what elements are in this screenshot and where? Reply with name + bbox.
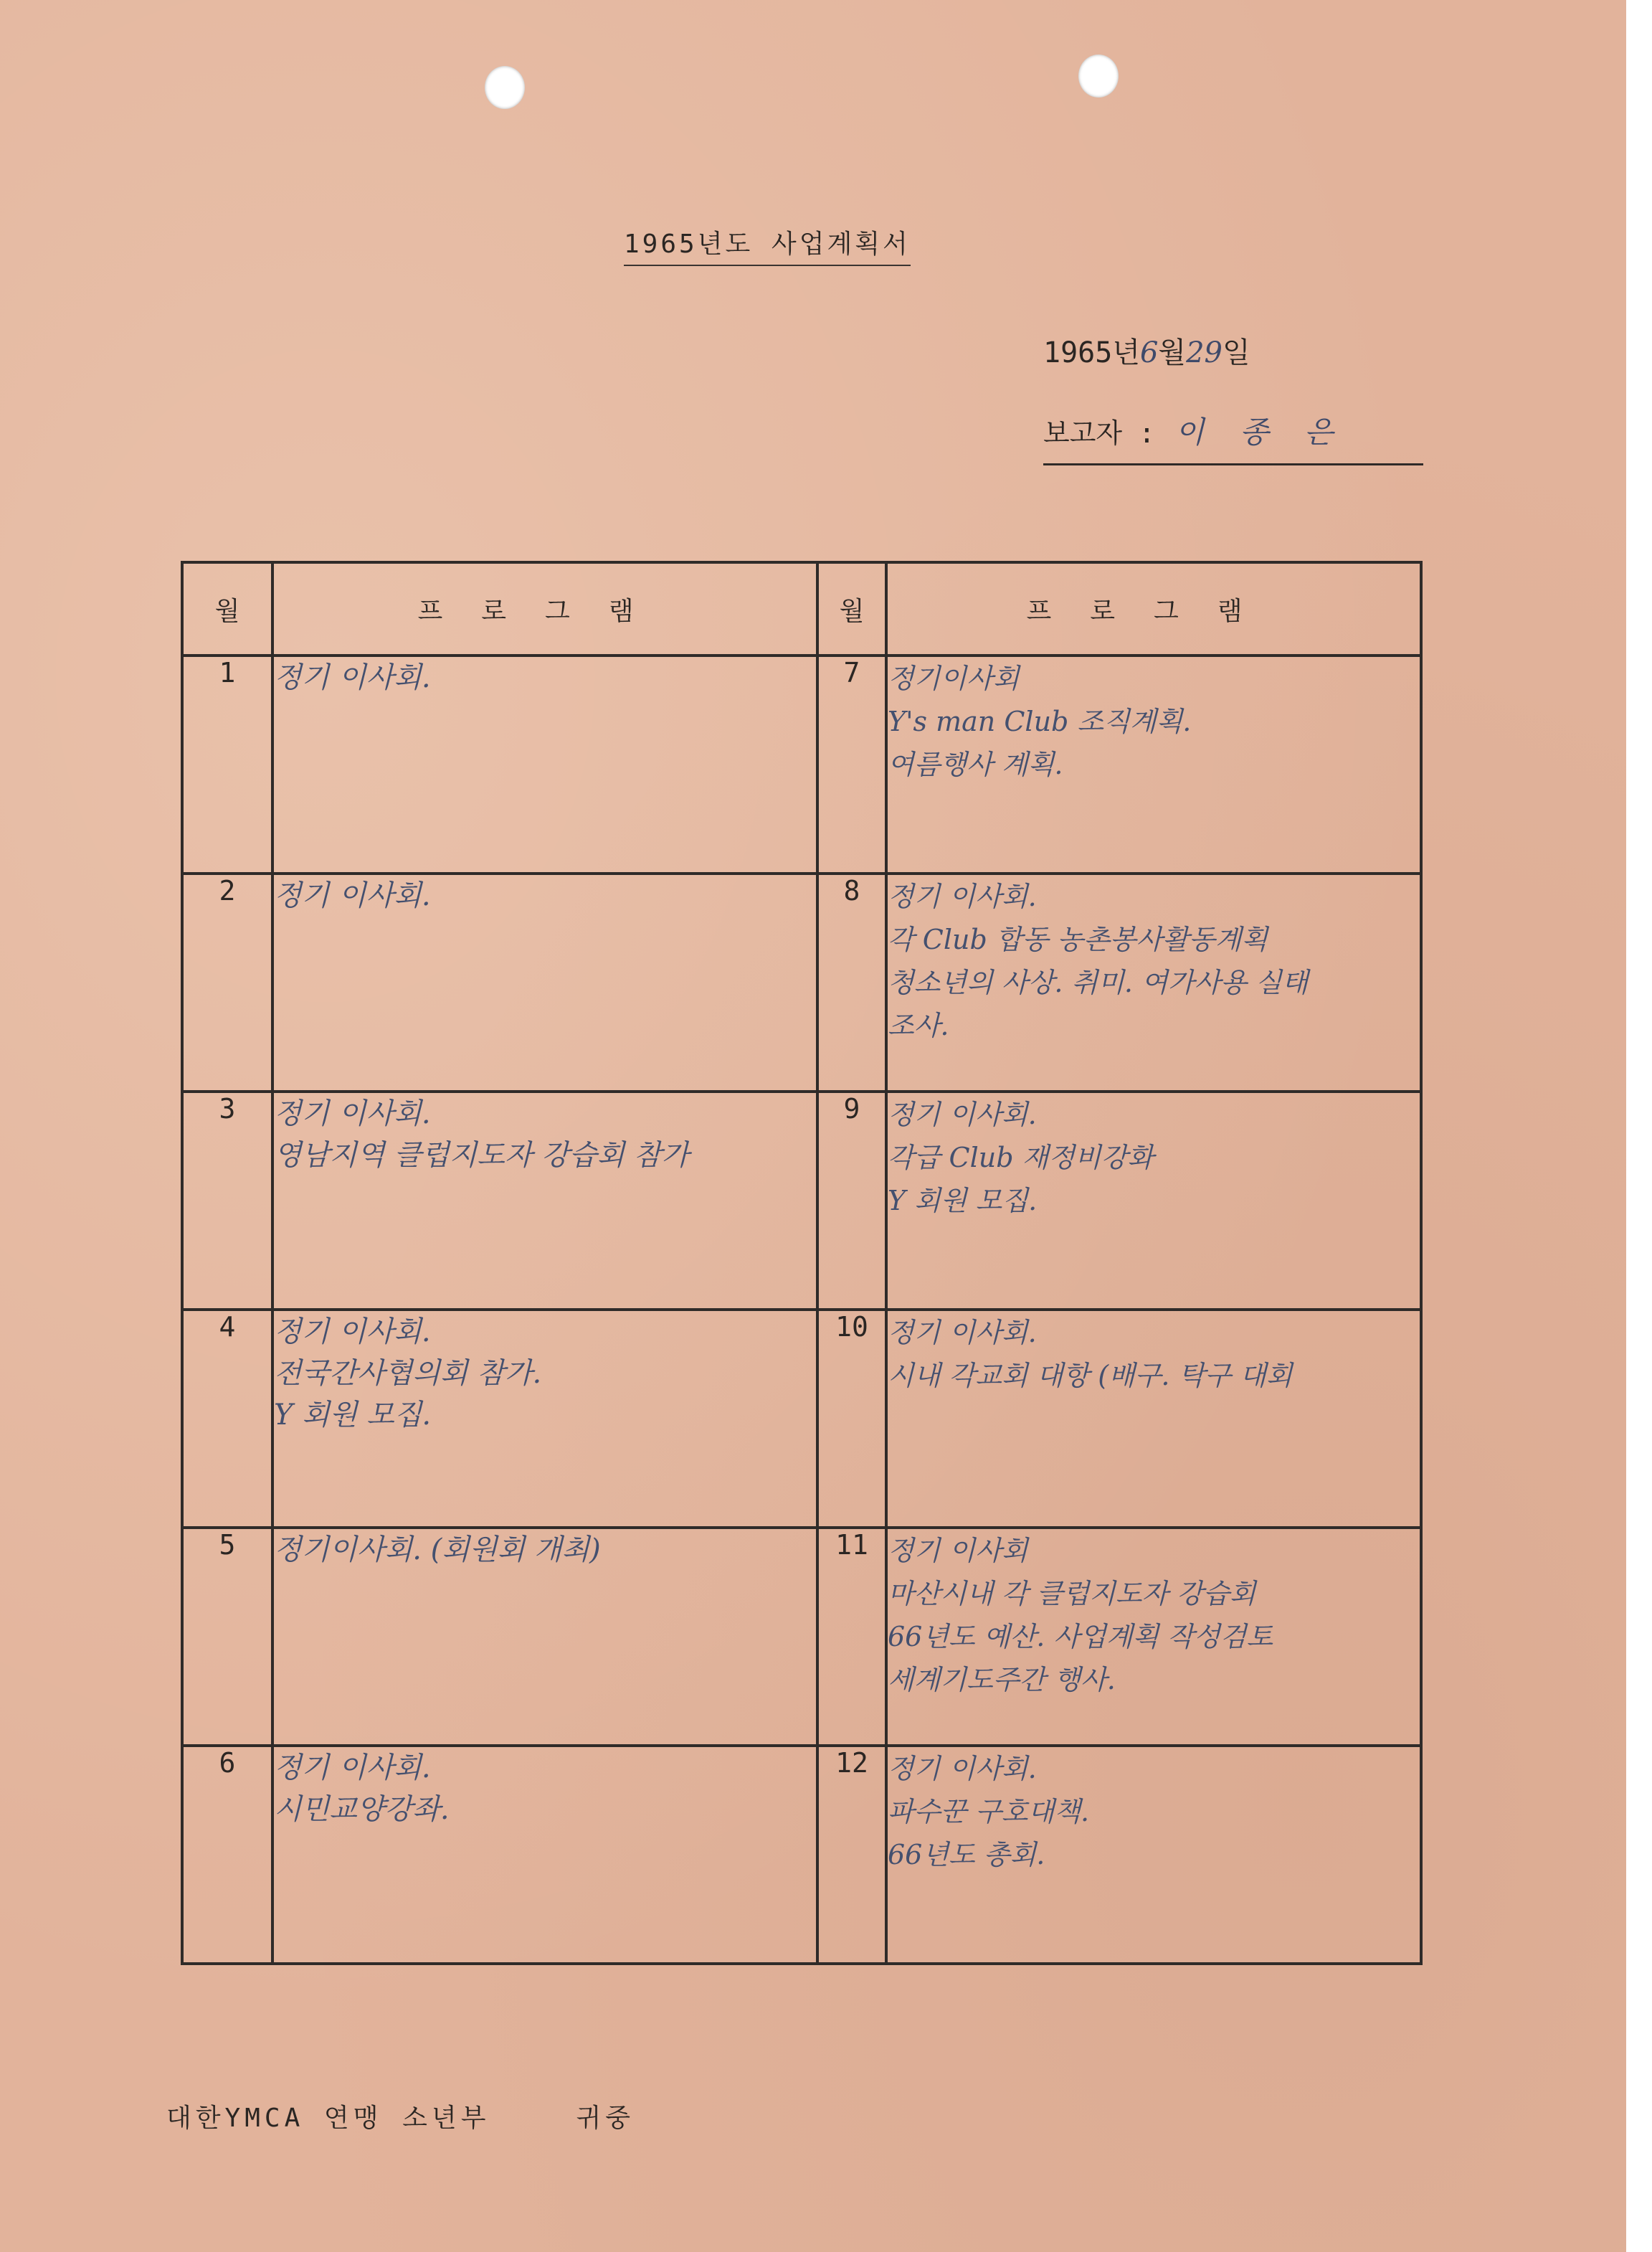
report-date <box>1043 330 1250 371</box>
punch-hole-right <box>1078 55 1119 98</box>
program-cell-right <box>886 1746 1421 1964</box>
month-cell-left: 5 <box>182 1528 272 1746</box>
program-cell-right <box>886 656 1421 874</box>
header-month-left: 월 <box>182 562 272 656</box>
program-plan-table <box>181 561 1423 1965</box>
table-row <box>182 656 1421 874</box>
program-line: 66년도 예산. 사업계획 작성검토 <box>888 1621 1273 1652</box>
program-line: Y 회원 모집. <box>888 1185 1038 1216</box>
table-row <box>182 1092 1421 1310</box>
month-cell-left: 2 <box>182 874 272 1092</box>
program-line: 파수꾼 구호대책. <box>888 1796 1090 1827</box>
program-cell-left <box>272 1746 817 1964</box>
program-line: Y's man Club 조직계획. <box>888 706 1192 737</box>
program-line: 정기 이사회. <box>888 1753 1037 1784</box>
punch-hole-left <box>485 66 525 109</box>
table-row <box>182 1746 1421 1964</box>
document-title: 1965년도 사업계획서 <box>624 224 911 266</box>
program-line: 여름행사 계획. <box>888 749 1063 780</box>
program-cell-right <box>886 874 1421 1092</box>
program-cell-left <box>272 1310 817 1528</box>
program-line: 정기이사회 <box>888 663 1020 694</box>
program-line: 정기 이사회. <box>888 1099 1037 1130</box>
month-cell-left: 4 <box>182 1310 272 1528</box>
table-row <box>182 874 1421 1092</box>
program-cell-left <box>272 1092 817 1310</box>
program-cell-right <box>886 1092 1421 1310</box>
table-header-row <box>182 562 1421 656</box>
recipient: 대한YMCA 연맹 소년부 <box>166 2104 490 2133</box>
table-row <box>182 1528 1421 1746</box>
program-line: 정기 이사회. <box>274 1097 431 1130</box>
month-cell-right: 9 <box>817 1092 886 1310</box>
reporter-line <box>1043 409 1423 465</box>
date-day-suffix: 일 <box>1222 336 1250 369</box>
date-month-suffix: 월 <box>1158 336 1187 369</box>
program-line: 각급 Club 재정비강화 <box>888 1142 1154 1173</box>
regards: 귀중 <box>576 2104 635 2133</box>
program-line: Y 회원 모집. <box>274 1399 432 1432</box>
program-line: 66년도 총회. <box>888 1839 1045 1870</box>
program-line: 시민교양강좌. <box>274 1793 450 1826</box>
date-month: 6 <box>1139 336 1159 369</box>
reporter-name: 이 종 은 <box>1174 415 1347 450</box>
program-line: 정기 이사회 <box>888 1535 1028 1566</box>
program-line: 정기 이사회. <box>274 1751 431 1784</box>
month-cell-left: 6 <box>182 1746 272 1964</box>
program-cell-left <box>272 656 817 874</box>
scan-border <box>1626 0 1652 2252</box>
program-cell-left <box>272 874 817 1092</box>
program-line: 정기 이사회. <box>274 661 431 694</box>
header-program-right: 프로그램 <box>886 562 1421 656</box>
program-line: 전국간사협의회 참가. <box>274 1357 542 1390</box>
date-year: 1965년 <box>1043 336 1140 369</box>
header-month-right: 월 <box>817 562 886 656</box>
program-line: 정기 이사회. <box>888 881 1037 912</box>
program-line: 조사. <box>888 1010 949 1041</box>
month-cell-left: 3 <box>182 1092 272 1310</box>
program-line: 정기 이사회. <box>274 879 431 912</box>
program-line: 정기이사회. (회원회 개최) <box>274 1533 601 1566</box>
program-line: 마산시내 각 클럽지도자 강습회 <box>888 1578 1256 1609</box>
date-day: 29 <box>1186 336 1223 369</box>
program-line: 세계기도주간 행사. <box>888 1664 1116 1695</box>
reporter-label: 보고자 : <box>1043 417 1155 449</box>
program-cell-right <box>886 1528 1421 1746</box>
program-line: 시내 각교회 대항 (배구. 탁구 대회 <box>888 1360 1293 1391</box>
header-program-left: 프로그램 <box>272 562 817 656</box>
program-cell-left <box>272 1528 817 1746</box>
program-line: 청소년의 사상. 취미. 여가사용 실태 <box>888 967 1309 998</box>
table-row <box>182 1310 1421 1528</box>
month-cell-right: 10 <box>817 1310 886 1528</box>
program-line: 정기 이사회. <box>274 1315 431 1348</box>
month-cell-right: 7 <box>817 656 886 874</box>
month-cell-right: 8 <box>817 874 886 1092</box>
month-cell-right: 12 <box>817 1746 886 1964</box>
footer-recipient-line <box>166 2098 635 2134</box>
month-cell-right: 11 <box>817 1528 886 1746</box>
program-line: 각 Club 합동 농촌봉사활동계획 <box>888 924 1268 955</box>
month-cell-left: 1 <box>182 656 272 874</box>
program-line: 영남지역 클럽지도자 강습회 참가 <box>274 1139 690 1172</box>
program-line: 정기 이사회. <box>888 1317 1037 1348</box>
program-cell-right <box>886 1310 1421 1528</box>
